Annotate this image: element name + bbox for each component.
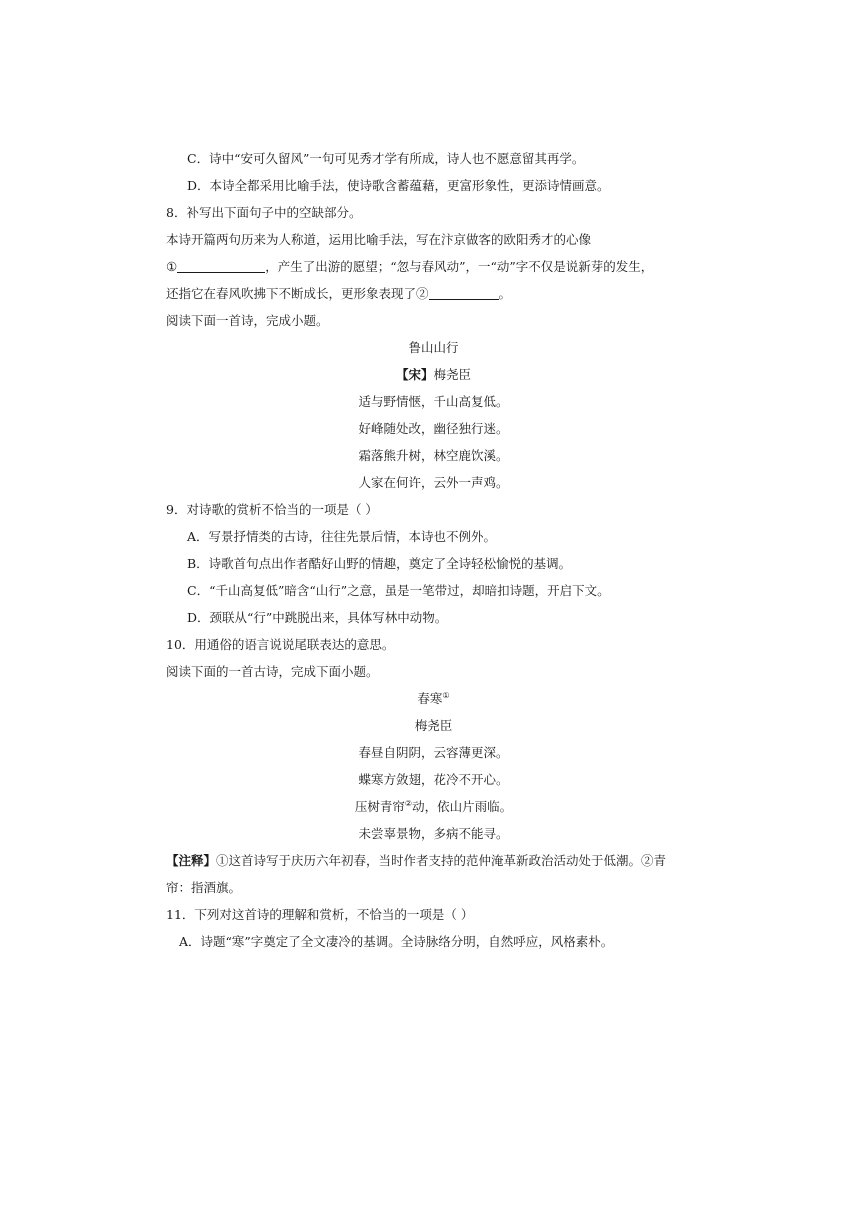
poem1-author <box>0 367 867 383</box>
answer-blank-2[interactable] <box>429 287 499 300</box>
blank-marker-1: ① <box>166 259 178 274</box>
question-9-stem: 9．对诗歌的赏析不恰当的一项是（ ） <box>166 502 378 517</box>
question-11-option-a: A．诗题“寒”字奠定了全文凄冷的基调。全诗脉络分明，自然呼应，风格素朴。 <box>179 934 614 949</box>
poem1-dynasty: 宋 <box>408 367 421 382</box>
poem2-line-3-footnote: ② <box>404 799 413 808</box>
question-8-stem: 8．补写出下面句子中的空缺部分。 <box>166 205 362 220</box>
poem2-line-3-end: 动，依山片雨临。 <box>412 799 513 814</box>
question-10-stem: 10．用通俗的语言说说尾联表达的意思。 <box>166 637 395 652</box>
poem2-line-1: 春昼自阴阴，云容薄更深。 <box>358 745 509 760</box>
question-9-option-a: A．写景抒情类的古诗，往往先景后情，本诗也不例外。 <box>187 529 497 544</box>
poem2-title-footnote: ① <box>442 691 450 700</box>
poem2-line-4: 未尝辜景物，多病不能寻。 <box>358 826 509 841</box>
poem1-title: 鲁山山行 <box>408 340 459 355</box>
option-c: C．诗中“安可久留风”一句可见秀才学有所成，诗人也不愿意留其再学。 <box>187 151 585 166</box>
poem2-title <box>0 691 867 707</box>
dynasty-bracket-close: 】 <box>421 367 434 382</box>
question-11-stem: 11．下列对这首诗的理解和赏析，不恰当的一项是（ ） <box>166 907 474 922</box>
poem1-line-1: 适与野情惬，千山高复低。 <box>358 394 509 409</box>
poem2-title-text: 春寒 <box>417 691 443 706</box>
annotation-label: 【注释】 <box>166 853 217 868</box>
question-8-text-line3-end: 。 <box>498 286 512 301</box>
dynasty-bracket-open: 【 <box>395 367 409 382</box>
reading-instruction-2: 阅读下面的一首古诗，完成下面小题。 <box>166 664 379 679</box>
poem2-line-3 <box>0 799 867 815</box>
question-8-text-line3 <box>166 286 511 302</box>
poem1-line-3: 霜落熊升树，林空鹿饮溪。 <box>358 448 509 463</box>
poem2-line-3-start: 压树青帘 <box>354 799 405 814</box>
reading-instruction-1: 阅读下面一首诗，完成小题。 <box>166 313 329 328</box>
annotation-text-1: ①这首诗写于庆历六年初春，当时作者支持的范仲淹革新政治活动处于低潮。②青 <box>216 853 667 868</box>
option-d: D．本诗全都采用比喻手法，使诗歌含蓄蕴藉，更富形象性，更添诗情画意。 <box>187 178 610 193</box>
question-8-text-line3-start: 还指它在春风吹拂下不断成长，更形象表现了② <box>166 286 429 301</box>
poem1-line-4: 人家在何许，云外一声鸡。 <box>358 475 509 490</box>
poem1-line-2: 好峰随处改，幽径独行迷。 <box>358 421 509 436</box>
answer-blank-1[interactable] <box>177 260 265 273</box>
question-9-option-b: B．诗歌首句点出作者酷好山野的情趣，奠定了全诗轻松愉悦的基调。 <box>187 556 572 571</box>
annotation-line-1 <box>166 853 666 869</box>
poem2-author: 梅尧臣 <box>414 718 453 733</box>
poem1-author-name: 梅尧臣 <box>433 367 472 382</box>
question-8-text-line1: 本诗开篇两句历来为人称道，运用比喻手法，写在汴京做客的欧阳秀才的心像 <box>166 232 592 247</box>
annotation-line-2: 帘：指酒旗。 <box>166 880 242 895</box>
question-8-text-line2 <box>166 259 653 275</box>
question-9-option-c: C．“千山高复低”暗含“山行”之意，虽是一笔带过，却暗扣诗题，开启下文。 <box>187 583 610 598</box>
poem2-line-2: 蝶寒方敛翅，花冷不开心。 <box>358 772 509 787</box>
question-8-text-line2-rest: ，产生了出游的愿望；“忽与春风动”，一“动”字不仅是说新芽的发生， <box>265 259 654 274</box>
question-9-option-d: D．颈联从“行”中跳脱出来，具体写林中动物。 <box>187 610 448 625</box>
